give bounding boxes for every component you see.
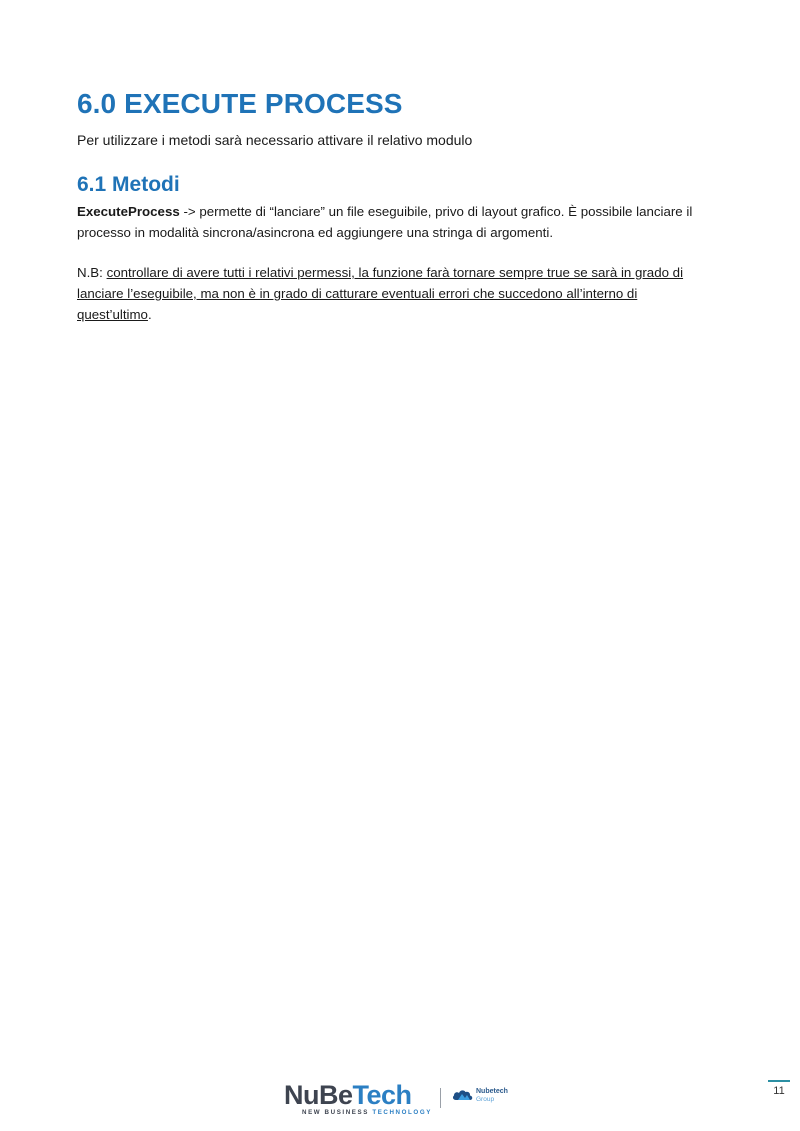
tagline-accent: TECHNOLOGY (372, 1109, 432, 1116)
footer-divider (440, 1088, 441, 1108)
note-text: controllare di avere tutti i relativi permessi, la funzione farà tornare sempre true se sarà in grado di lanciare l’eseguibile, ma non è in grado di catturare eventuali errori che succedono all’interno di quest’ultimo (77, 265, 684, 322)
group-subtitle: Group (476, 1096, 495, 1103)
brand-accent: Tech (352, 1080, 412, 1110)
page-number: 11 (773, 1085, 785, 1097)
note-paragraph (77, 262, 707, 325)
page-number-rule (768, 1080, 790, 1082)
method-paragraph (77, 201, 707, 243)
tagline-main: NEW BUSINESS (302, 1109, 373, 1116)
section-heading: 6.0 EXECUTE PROCESS (77, 88, 403, 119)
footer-logo (284, 1080, 524, 1120)
method-name: ExecuteProcess (77, 204, 180, 219)
method-description: -> permette di “lanciare” un file eseguibile, privo di layout grafico. È possibile lanciare il processo in modalità sincrona/asincrona ed aggiungere una stringa di argomenti. (77, 204, 693, 240)
subsection-heading: 6.1 Metodi (77, 173, 180, 196)
brand-tagline (302, 1109, 432, 1116)
brand-logo (284, 1080, 412, 1111)
brand-main: NuBe (284, 1080, 353, 1110)
cloud-icon (452, 1088, 474, 1102)
group-name: Nubetech (476, 1088, 508, 1095)
note-suffix: . (147, 307, 152, 322)
note-prefix: N.B: (77, 265, 107, 280)
section-intro: Per utilizzare i metodi sarà necessario attivare il relativo modulo (77, 132, 473, 148)
